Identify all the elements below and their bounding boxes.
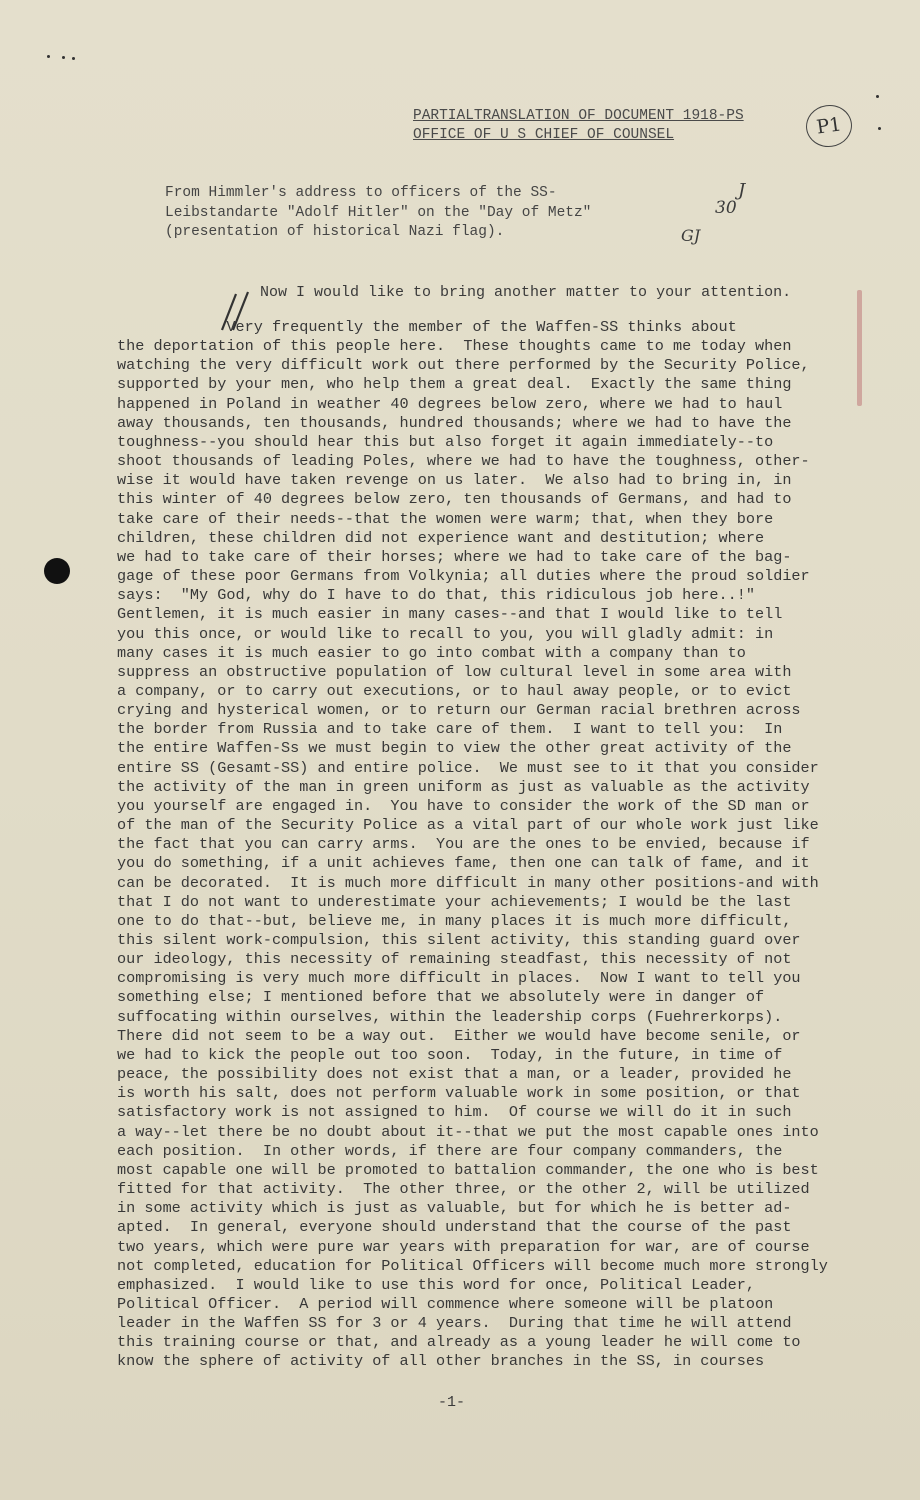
body-line: can be decorated. It is much more difficult in many other positions-and with: [117, 873, 819, 892]
handwritten-note: 30: [715, 198, 737, 218]
body-line: emphasized. I would like to use this word for once, Political Leader,: [117, 1275, 755, 1294]
body-line: one to do that--but, believe me, in many places it is much more difficult,: [117, 911, 792, 930]
page-mark-text: P1: [815, 113, 843, 139]
body-line: fitted for that activity. The other three, or the other 2, will be utilized: [117, 1180, 810, 1199]
intro-line: From Himmler's address to officers of the SS-: [165, 185, 557, 201]
body-line: many cases it is much easier to go into combat with a company than to: [117, 643, 746, 662]
body-line: suppress an obstructive population of low cultural level in some area with: [117, 662, 792, 681]
page-number: -1-: [438, 1394, 466, 1411]
body-line: not completed, education for Political Officers will become much more strongly: [117, 1256, 828, 1275]
speck: [72, 57, 75, 60]
body-line: supported by your men, who help them a great deal. Exactly the same thing: [117, 375, 792, 394]
body-line: children, these children did not experience want and destitution; where: [117, 528, 765, 547]
body-line: gage of these poor Germans from Volkynia; all duties where the proud soldier: [117, 567, 810, 586]
document-header: [413, 107, 744, 145]
body-line: Gentlemen, it is much easier in many cases--and that I would like to tell: [117, 605, 783, 624]
intro-line: Leibstandarte "Adolf Hitler" on the "Day of Metz": [165, 204, 592, 221]
body-line: each position. In other words, if there are four company commanders, the: [117, 1141, 783, 1160]
body-line: we had to take care of their horses; where we had to take care of the bag-: [117, 547, 792, 566]
body-line: this training course or that, and already as a young leader he will come to: [117, 1333, 801, 1352]
header-office: OFFICE OF U S CHIEF OF COUNSEL: [413, 127, 675, 143]
body-line: this silent work-compulsion, this silent activity, this standing guard over: [117, 931, 801, 949]
body-line: take care of their needs--that the women were warm; that, when they bore: [117, 509, 774, 528]
body-line: two years, which were pure war years with preparation for war, are of course: [117, 1237, 810, 1256]
body-line: most capable one will be promoted to battalion commander, the one who is best: [117, 1160, 819, 1179]
intro-line: (presentation of historical Nazi flag).: [165, 224, 505, 240]
handwritten-note: GJ: [681, 226, 701, 245]
body-line: a company, or to carry out executions, or to haul away people, or to evict: [117, 681, 792, 700]
body-line: says: "My God, why do I have to do that, this ridiculous job here..!": [117, 586, 755, 605]
body-line: the border from Russia and to take care of them. I want to tell you: In: [117, 720, 783, 739]
handwritten-note: J: [738, 180, 746, 201]
body-line: compromising is very much more difficult in places. Now I want to tell you: [117, 969, 801, 988]
body-line: of the man of the Security Police as a vital part of our whole work just like: [117, 816, 819, 835]
body-line: know the sphere of activity of all other branches in the SS, in courses: [117, 1352, 765, 1371]
speck: [876, 95, 879, 98]
body-line: a way--let there be no doubt about it--that we put the most capable ones into: [117, 1122, 819, 1141]
speck: [47, 55, 50, 58]
body-line: Political Officer. A period will commence where someone will be platoon: [117, 1294, 774, 1313]
body-line: watching the very difficult work out there performed by the Security Police,: [117, 356, 810, 375]
body-line: we had to kick the people out too soon. Today, in the future, in time of: [117, 1045, 783, 1064]
body-line: that I do not want to underestimate your achievements; I would be the last: [117, 892, 792, 911]
body-line: the activity of the man in green uniform as just as valuable as the activity: [117, 777, 810, 796]
body-line: this winter of 40 degrees below zero, ten thousands of Germans, and had to: [117, 490, 792, 509]
body-line: something else; I mentioned before that we absolutely were in danger of: [117, 988, 765, 1007]
body-line: There did not seem to be a way out. Either we would have become senile, or: [117, 1026, 801, 1045]
body-line: apted. In general, everyone should understand that the course of the past: [117, 1218, 792, 1237]
page-mark-stamp: [803, 102, 854, 150]
body-line: entire SS (Gesamt-SS) and entire police. We must see to it that you consider: [117, 758, 819, 777]
body-line: leader in the Waffen SS for 3 or 4 years. During that time he will attend: [117, 1314, 792, 1333]
body-line: you this once, or would like to recall to you, you will gladly admit: in: [117, 624, 774, 643]
body-line: shoot thousands of leading Poles, where we had to have the toughness, other-: [117, 452, 810, 471]
lead-paragraph: Now I would like to bring another matter to your attention.: [260, 284, 792, 301]
punch-hole: [44, 558, 70, 584]
body-line: in some activity which is just as valuable, but for which he is better ad-: [117, 1199, 792, 1218]
body-line: the fact that you can carry arms. You are the ones to be envied, because if: [117, 835, 810, 854]
body-line: wise it would have taken revenge on us later. We also had to bring in, in: [117, 471, 792, 490]
body-line: suffocating within ourselves, within the leadership corps (Fuehrerkorps).: [117, 1007, 783, 1026]
body-line: away thousands, ten thousands, hundred thousands; where we had to have the: [117, 413, 792, 432]
speck: [62, 56, 65, 59]
body-line: happened in Poland in weather 40 degrees below zero, where we had to haul: [117, 394, 783, 413]
body-line: toughness--you should hear this but also forget it again immediately--to: [117, 432, 774, 451]
body-line: the entire Waffen-Ss we must begin to view the other great activity of the: [117, 739, 792, 758]
speck: [878, 127, 881, 130]
intro-block: [165, 184, 591, 243]
body-line: you do something, if a unit achieves fame, then one can talk of fame, and it: [117, 854, 810, 873]
body-line: peace, the possibility does not exist that a man, or a leader, provided he: [117, 1065, 792, 1084]
body-line: Very frequently the member of the Waffen-SS thinks about: [117, 318, 737, 336]
body-line: our ideology, this necessity of remaining steadfast, this necessity of not: [117, 950, 792, 969]
body-line: crying and hysterical women, or to return our German racial brethren across: [117, 701, 801, 720]
body-line: you yourself are engaged in. You have to consider the work of the SD man or: [117, 796, 810, 815]
body-line: the deportation of this people here. These thoughts came to me today when: [117, 337, 792, 356]
body-line: satisfactory work is not assigned to him. Of course we will do it in such: [117, 1103, 792, 1122]
body-text: [117, 318, 862, 1372]
body-line: is worth his salt, does not perform valuable work in some position, or that: [117, 1084, 801, 1103]
header-title: PARTIALTRANSLATION OF DOCUMENT 1918-PS: [413, 108, 744, 124]
